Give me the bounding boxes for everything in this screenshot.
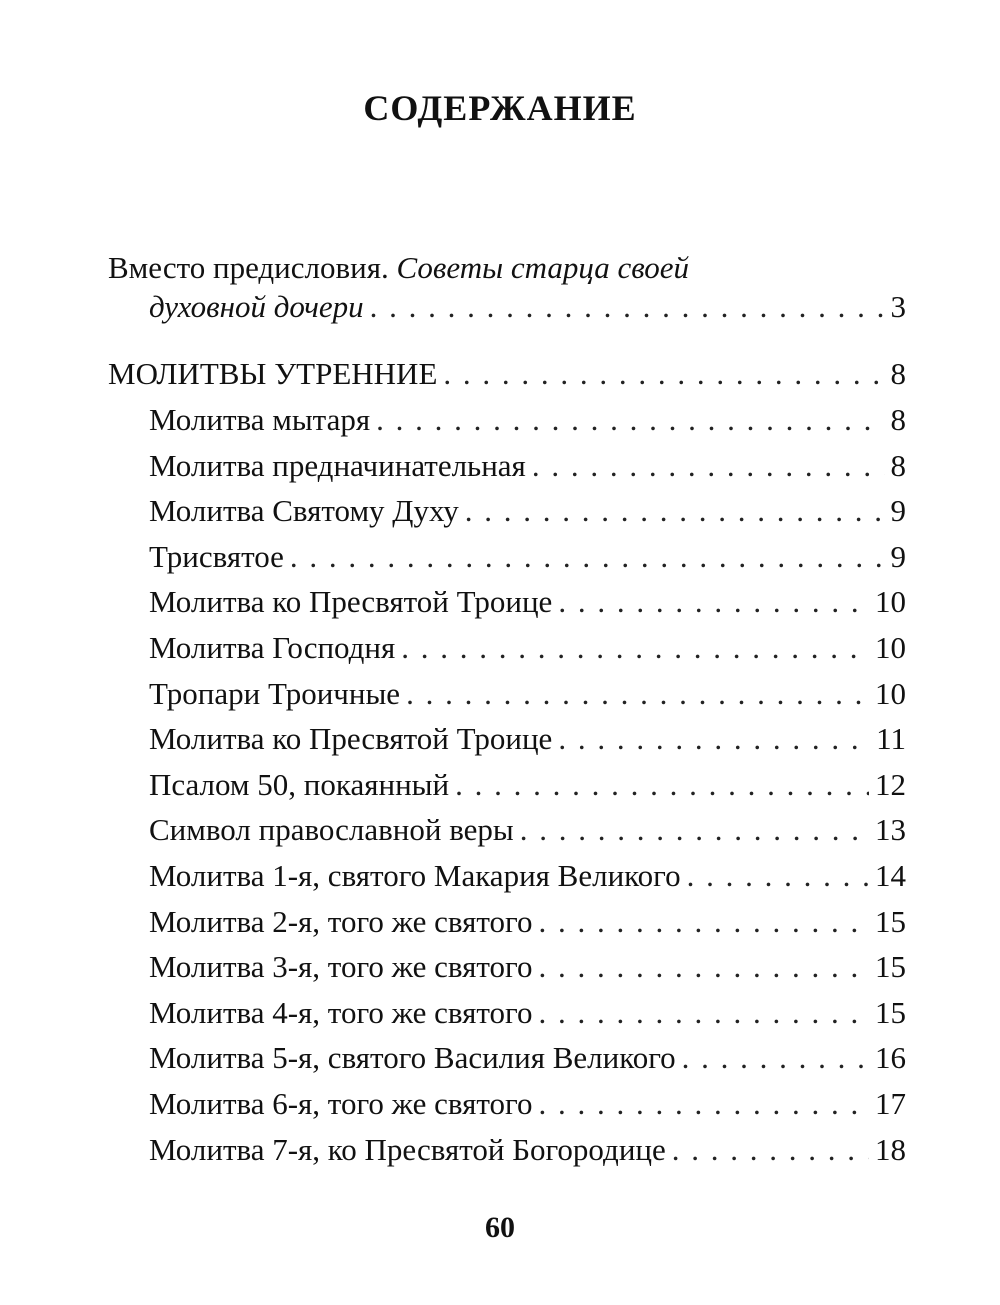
- entry-title: Молитва 3-я, того же святого: [149, 949, 533, 985]
- toc-entry[interactable]: [108, 944, 906, 990]
- entry-title: Молитва 5-я, святого Василия Великого: [149, 1040, 676, 1076]
- entry-title: Тропари Троичные: [149, 675, 401, 711]
- page-ref: 10: [875, 630, 906, 665]
- preface-subtitle-line2: духовной дочери: [149, 289, 364, 324]
- leader-dots: [370, 284, 885, 330]
- entry-title: Молитва мытаря: [149, 402, 371, 437]
- entry-title: Молитва 4-я, того же святого: [149, 994, 533, 1030]
- preface-subtitle-line1: Советы старца своей: [396, 250, 690, 285]
- toc-entry[interactable]: [108, 397, 906, 443]
- page-ref: 16: [875, 1040, 906, 1076]
- entry-title: Молитва 6-я, того же святого: [149, 1086, 533, 1121]
- page-ref: 15: [875, 903, 906, 939]
- entry-title: Символ православной веры: [149, 812, 514, 848]
- leader-dots: [539, 944, 870, 990]
- leader-dots: [558, 716, 870, 762]
- entry-title: Трисвятое: [149, 538, 284, 574]
- entry-title: Молитва ко Пресвятой Троице: [149, 721, 553, 757]
- toc-entry[interactable]: [108, 899, 906, 945]
- leader-dots: [682, 1035, 869, 1081]
- leader-dots: [465, 488, 885, 534]
- leader-dots: [290, 534, 885, 580]
- toc-entry[interactable]: [108, 762, 906, 808]
- page-ref: 9: [890, 538, 906, 574]
- toc-entry[interactable]: [108, 990, 906, 1036]
- toc-entry[interactable]: [108, 853, 906, 899]
- page-ref: 14: [875, 858, 906, 893]
- page-ref: 10: [875, 675, 906, 711]
- page-ref: 8: [890, 447, 906, 483]
- page-ref: 15: [875, 949, 906, 985]
- toc-entry[interactable]: [108, 625, 906, 671]
- section-title: МОЛИТВЫ УТРЕННИЕ: [108, 356, 438, 391]
- toc-entry[interactable]: [108, 579, 906, 625]
- leader-dots: [687, 853, 869, 899]
- leader-dots: [443, 351, 884, 397]
- toc-entry[interactable]: [108, 1035, 906, 1081]
- toc-entry[interactable]: [108, 443, 906, 489]
- leader-dots: [455, 762, 869, 808]
- leader-dots: [401, 625, 869, 671]
- page-ref: 12: [875, 766, 906, 802]
- leader-dots: [532, 443, 885, 489]
- table-of-contents: [108, 0, 906, 1305]
- toc-section-morning-prayers[interactable]: [108, 351, 906, 397]
- toc-entry[interactable]: [108, 534, 906, 580]
- page-ref: 11: [876, 721, 906, 757]
- leader-dots: [376, 397, 884, 443]
- leader-dots: [539, 990, 870, 1036]
- toc-entry[interactable]: [108, 1081, 906, 1127]
- page-ref: 8: [890, 356, 906, 391]
- toc-entry[interactable]: [108, 716, 906, 762]
- page-ref: 9: [890, 493, 906, 529]
- preface-label: Вместо предисловия.: [108, 250, 389, 285]
- entry-title: Молитва предначинательная: [149, 447, 526, 483]
- entry-title: Молитва ко Пресвятой Троице: [149, 584, 553, 620]
- page-ref: 15: [875, 994, 906, 1030]
- toc-entry[interactable]: [108, 1127, 906, 1173]
- entry-title: Молитва 7-я, ко Пресвятой Богородице: [149, 1131, 666, 1167]
- entry-title: Молитва 1-я, святого Макария Великого: [149, 858, 681, 893]
- leader-dots: [539, 1081, 870, 1127]
- toc-entry[interactable]: [108, 488, 906, 534]
- page-ref: 3: [890, 289, 906, 324]
- entry-title: Молитва Господня: [149, 630, 396, 665]
- entry-title: Молитва Святому Духу: [149, 493, 459, 529]
- page-ref: 17: [875, 1086, 906, 1121]
- page-ref: 18: [875, 1131, 906, 1167]
- page-title: СОДЕРЖАНИЕ: [363, 88, 637, 128]
- page-number: 60: [485, 1211, 515, 1244]
- leader-dots: [672, 1127, 869, 1173]
- leader-dots: [539, 899, 870, 945]
- page-ref: 8: [890, 402, 906, 437]
- leader-dots: [406, 671, 869, 717]
- toc-entry[interactable]: [108, 671, 906, 717]
- entry-title: Псалом 50, покаянный: [149, 766, 450, 802]
- leader-dots: [558, 579, 869, 625]
- leader-dots: [520, 807, 869, 853]
- toc-entry-preface[interactable]: [108, 284, 906, 330]
- entry-title: Молитва 2-я, того же святого: [149, 903, 533, 939]
- page-ref: 10: [875, 584, 906, 620]
- toc-entry[interactable]: [108, 807, 906, 853]
- page-ref: 13: [875, 812, 906, 848]
